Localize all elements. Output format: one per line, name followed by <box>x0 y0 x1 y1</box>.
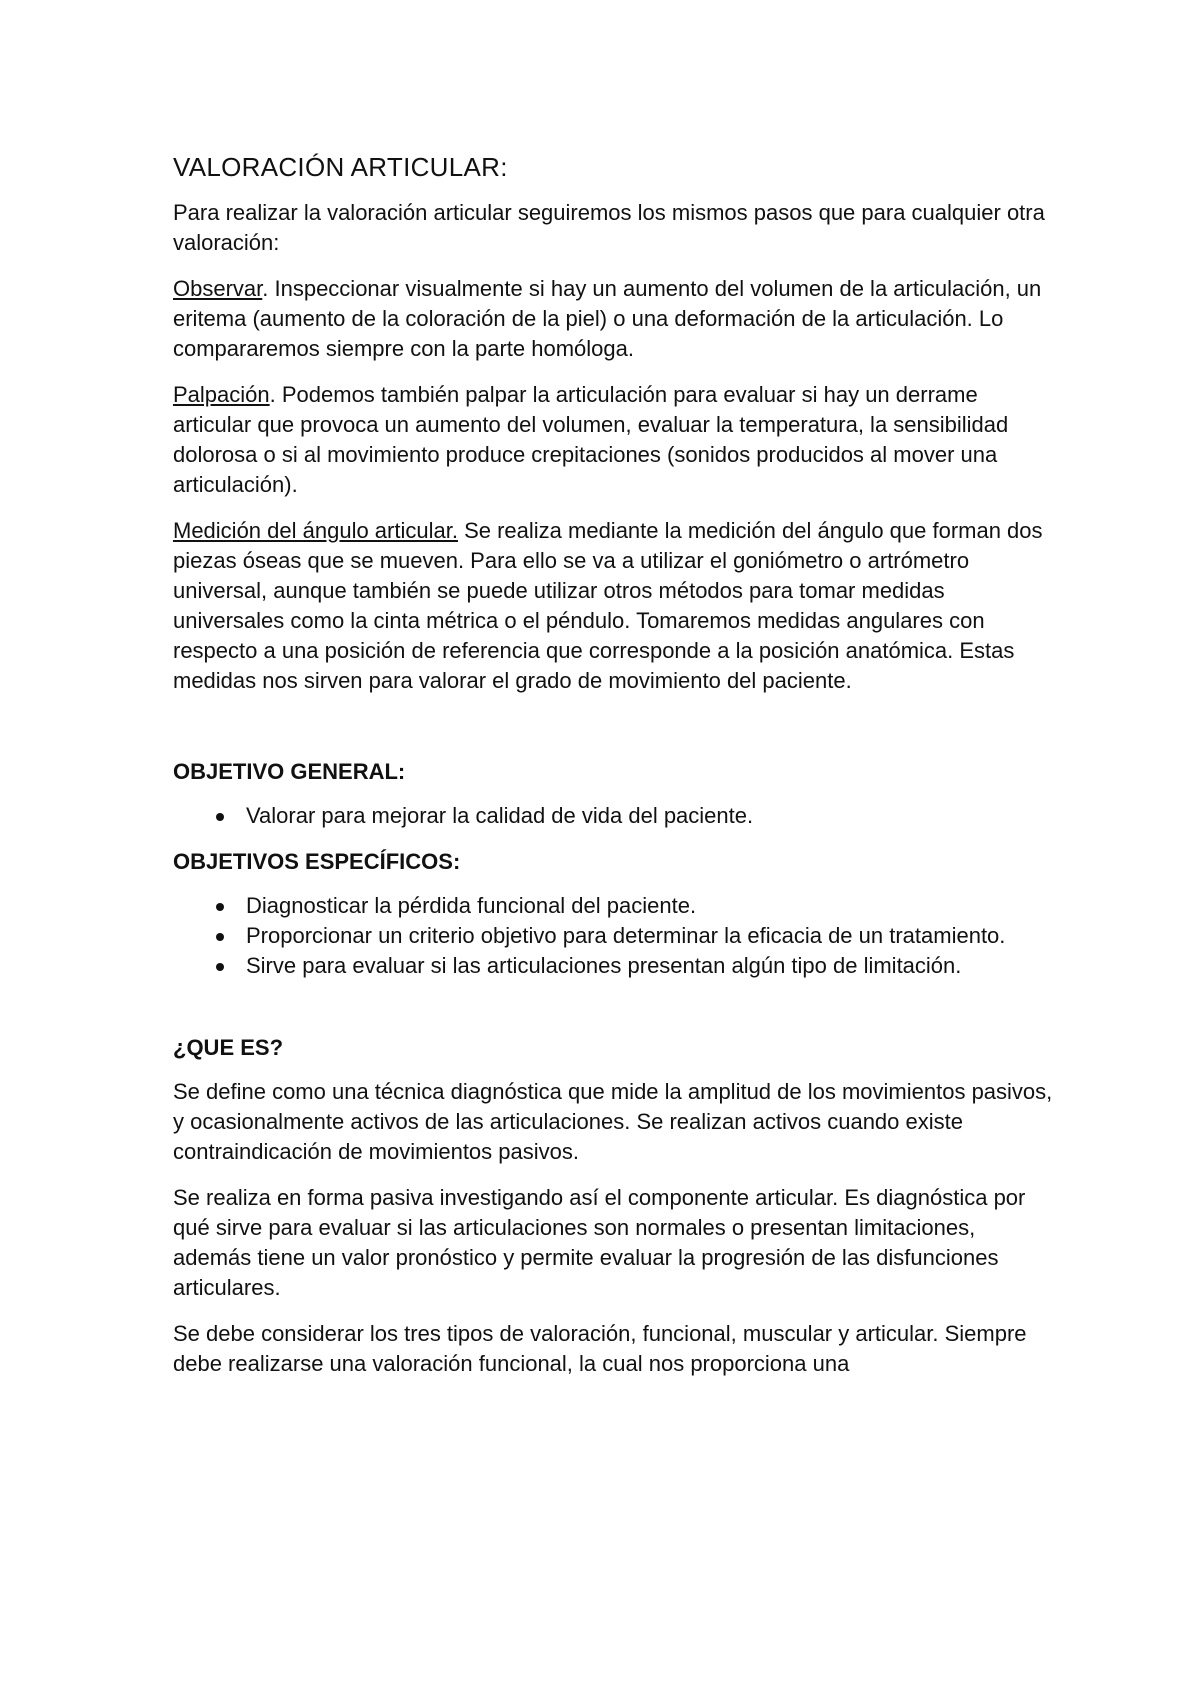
que-es-heading: ¿QUE ES? <box>173 1035 284 1060</box>
list-item <box>173 801 1053 831</box>
list-item <box>173 891 1053 921</box>
observar-text: . Inspeccionar visualmente si hay un aumento del volumen de la articulación, un eritema (aumento de la coloración de la piel) o una deformación de la articulación. Lo compararemos siempre con la parte homóloga. <box>173 276 1042 361</box>
list-item <box>173 951 1053 981</box>
medicion-term: Medición del ángulo articular. <box>173 518 458 543</box>
que-es-paragraph: Se debe considerar los tres tipos de valoración, funcional, muscular y articular. Siempre debe realizarse una valoración funcional, la cual nos proporciona una <box>173 1321 1027 1376</box>
bullet-icon <box>216 933 224 941</box>
document-title: VALORACIÓN ARTICULAR: <box>173 152 508 182</box>
section-spacer <box>173 712 1053 757</box>
objetivos-especificos-list <box>173 891 1053 981</box>
document-body <box>173 150 1053 1395</box>
objetivo-general-heading: OBJETIVO GENERAL: <box>173 759 406 784</box>
que-es-paragraph: Se define como una técnica diagnóstica que mide la amplitud de los movimientos pasivos, y ocasionalmente activos de las articulaciones. Se realizan activos cuando existe contraindicación de movimientos pasivos. <box>173 1079 1053 1164</box>
list-item-text: Valorar para mejorar la calidad de vida del paciente. <box>246 803 754 828</box>
palpacion-paragraph <box>173 380 1053 500</box>
bullet-icon <box>216 903 224 911</box>
section-spacer <box>173 997 1053 1033</box>
medicion-paragraph <box>173 516 1053 696</box>
palpacion-text: . Podemos también palpar la articulación para evaluar si hay un derrame articular que provoca un aumento del volumen, evaluar la temperatura, la sensibilidad dolorosa o si al movimiento produce crepitaciones (sonidos producidos al mover una articulación). <box>173 382 1009 497</box>
observar-term: Observar <box>173 276 263 301</box>
observar-paragraph <box>173 274 1053 364</box>
bullet-icon <box>216 963 224 971</box>
objetivo-general-list <box>173 801 1053 831</box>
bullet-icon <box>216 813 224 821</box>
list-item-text: Diagnosticar la pérdida funcional del paciente. <box>246 893 697 918</box>
intro-paragraph: Para realizar la valoración articular seguiremos los mismos pasos que para cualquier otra valoración: <box>173 200 1045 255</box>
medicion-text: Se realiza mediante la medición del ángulo que forman dos piezas óseas que se mueven. Para ello se va a utilizar el goniómetro o artrómetro universal, aunque también se puede utilizar otros métodos para tomar medidas universales como la cinta métrica o el péndulo. Tomaremos medidas angulares con respecto a una posición de referencia que corresponde a la posición anatómica. Estas medidas nos sirven para valorar el grado de movimiento del paciente. <box>173 518 1043 693</box>
palpacion-term: Palpación <box>173 382 270 407</box>
objetivos-especificos-heading: OBJETIVOS ESPECÍFICOS: <box>173 849 461 874</box>
list-item-text: Sirve para evaluar si las articulaciones presentan algún tipo de limitación. <box>246 953 962 978</box>
list-item-text: Proporcionar un criterio objetivo para determinar la eficacia de un tratamiento. <box>246 923 1006 948</box>
que-es-paragraph: Se realiza en forma pasiva investigando así el componente articular. Es diagnóstica por qué sirve para evaluar si las articulaciones son normales o presentan limitaciones, además tiene un valor pronóstico y permite evaluar la progresión de las disfunciones articulares. <box>173 1185 1026 1300</box>
list-item <box>173 921 1053 951</box>
